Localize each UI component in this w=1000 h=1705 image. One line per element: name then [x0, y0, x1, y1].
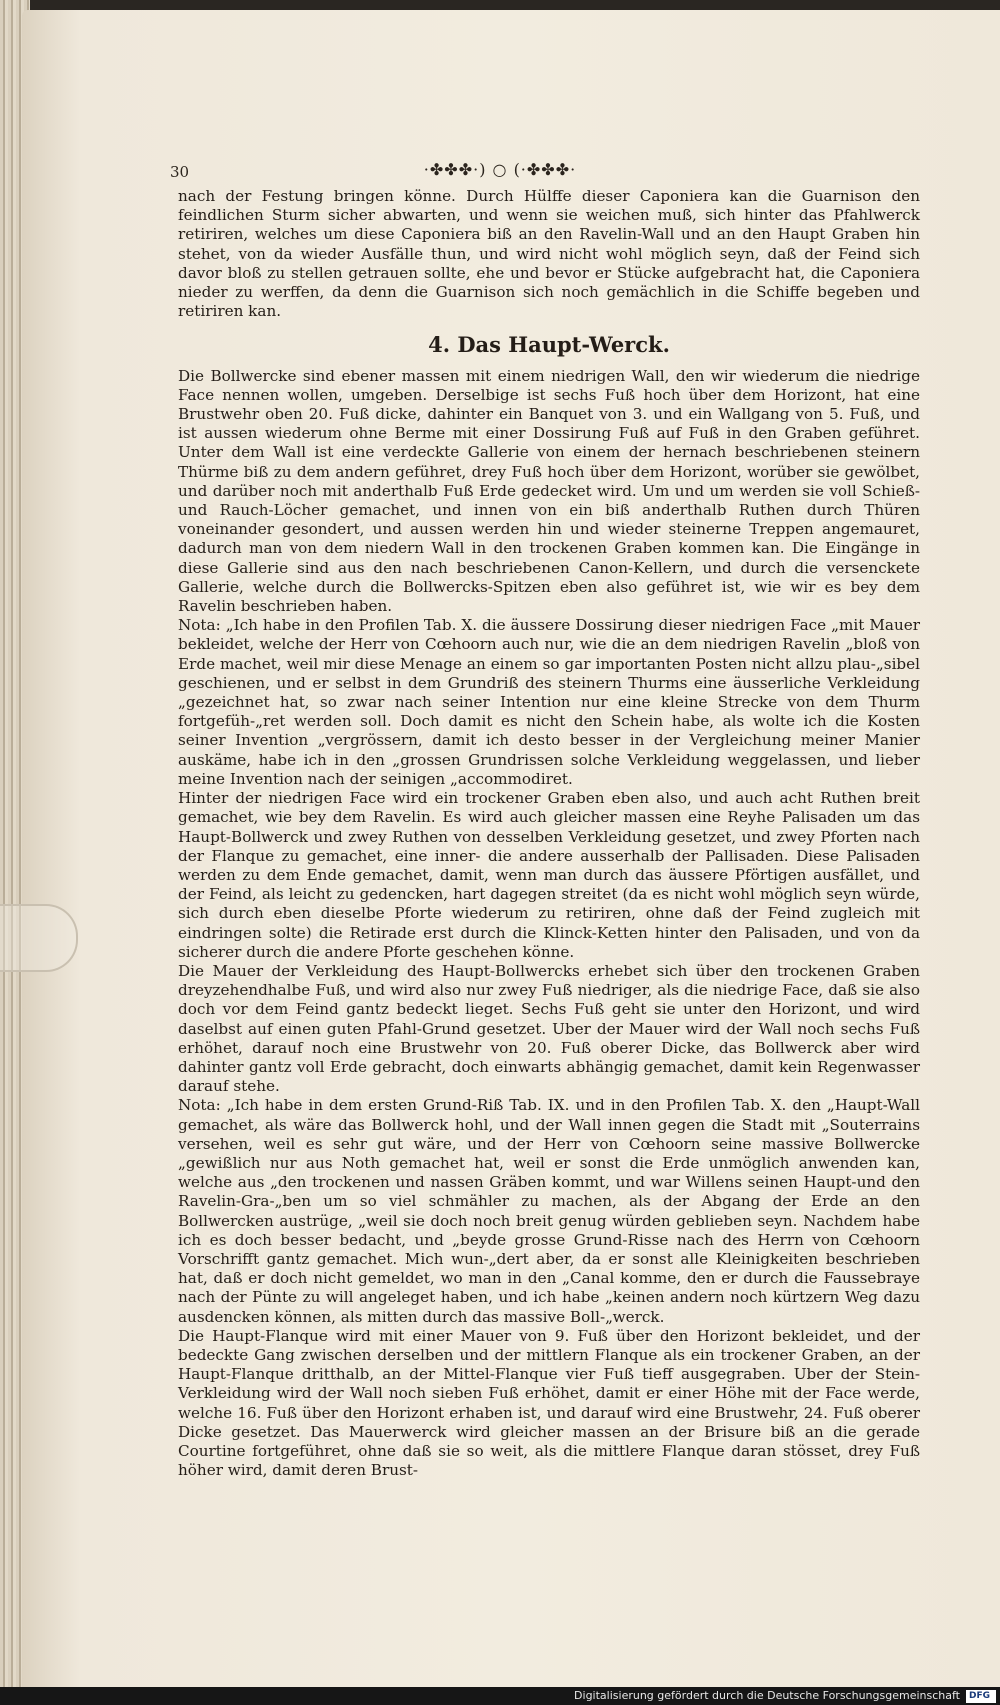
footer-text: Digitalisierung gefördert durch die Deutsche Forschungsgemeinschaft [574, 1689, 960, 1702]
nota-paragraph: Nota: „Ich habe in dem ersten Grund-Riß Tab. IX. und in den Profilen Tab. X. den „Haupt-Wall gemachet, als wäre das Bollwerck hohl, und der Wall innen gegen die Stadt mit „Souterrains versehen, weil es sehr gut wäre, und der Herr von Cœhoorn seine massive Bollwercke „gewißlich nur aus Noth gemachet hat, weil er sonst die Erde unmöglich anwenden kan, welche aus „den trockenen und nassen Gräben kommt, und war Willens seinen Haupt-und den Ravelin-Gra-„ben um so viel schmähler zu machen, als der Abgang der Erde an den Bollwercken austrüge, „weil sie doch noch breit genug würden geblieben seyn. Nachdem habe ich es doch besser bedacht, und „beyde grosse Grund-Risse nach des Herrn von Cœhoorn Vorschrifft gantz gemachet. Mich wun-„dert aber, da er sonst alle Kleinigkeiten beschrieben hat, daß er doch nicht gemeldet, wo man in den „Canal komme, den er durch die Faussebraye nach der Pünte zu will angeleget haben, und ich habe „keinen andern noch kürtzern Weg dazu ausdencken können, als mitten durch das massive Boll-„werck. [178, 1096, 920, 1326]
body-paragraph: Die Bollwercke sind ebener massen mit einem niedrigen Wall, den wir wiederum die niedrige Face nennen wollen, umgeben. Derselbige ist sechs Fuß hoch über dem Horizont, hat eine Brustwehr oben 20. Fuß dicke, dahinter ein Banquet von 3. und ein Wallgang von 5. Fuß, und ist aussen wiederum ohne Berme mit einer Dossirung Fuß auf Fuß in den Graben geführet. Unter dem Wall ist eine verdeckte Gallerie von einem der hernach beschriebenen steinern Thürme biß zu dem andern geführet, drey Fuß hoch über dem Horizont, worüber sie gewölbet, und darüber noch mit anderthalb Fuß Erde gedecket wird. Um und um werden sie voll Schieß-und Rauch-Löcher gemachet, und innen von ein biß anderthalb Ruthen durch Thüren voneinander gesondert, und aussen werden hin und wieder steinerne Treppen angemauret, dadurch man von dem niedern Wall in den trockenen Graben kommen kan. Die Eingänge in diese Gallerie sind aus den nach beschriebenen Canon-Kellern, und durch die versenckete Gallerie, welche durch die Bollwercks-Spitzen eben also geführet ist, wie wir es bey dem Ravelin beschrieben haben. [178, 366, 920, 616]
section-heading: 4. Das Haupt-Werck. [428, 332, 670, 358]
dfg-logo: DFG [966, 1690, 996, 1703]
digitization-footer [0, 1687, 1000, 1705]
body-paragraph: Die Mauer der Verkleidung des Haupt-Bollwercks erhebet sich über den trockenen Graben dreyzehendhalbe Fuß, und wird also nur zwey Fuß niedriger, als die niedrige Face, daß sie also doch vor dem Feind gantz bedeckt lieget. Sechs Fuß geht sie unter den Horizont, und wird daselbst auf einen guten Pfahl-Grund gesetzet. Uber der Mauer wird der Wall noch sechs Fuß erhöhet, darauf noch eine Brustwehr von 20. Fuß oberer Dicke, das Bollwerck aber wird dahinter gantz voll Erde gebracht, doch einwarts abhängig gemachet, damit kein Regenwasser darauf stehe. [178, 961, 920, 1096]
body-paragraph: Hinter der niedrigen Face wird ein trockener Graben eben also, und auch acht Ruthen breit gemachet, wie bey dem Ravelin. Es wird auch gleicher massen eine Reyhe Palisaden um das Haupt-Bollwerck und zwey Ruthen von desselben Verkleidung gesetzet, und zwey Pforten nach der Flanque zu gemachet, eine inner- die andere ausserhalb der Pallisaden. Diese Palisaden werden zu dem Ende gemachet, damit, wenn man durch das äussere Pförtigen ausfället, und der Feind, als leicht zu gedencken, hart dagegen streitet (da es nicht wohl möglich seyn würde, sich durch eben dieselbe Pforte wiederum zu retiriren, ohne daß der Feind zugleich mit eindringen solte) die Retirade erst durch die Klinck-Ketten hinter den Palisaden, und von da sicherer durch die andere Pforte geschehen könne. [178, 789, 920, 961]
body-paragraph: Die Haupt-Flanque wird mit einer Mauer von 9. Fuß über den Horizont bekleidet, und der bedeckte Gang zwischen derselben und der mittlern Flanque als ein trockener Graben, an der Haupt-Flanque dritthalb, an der Mittel-Flanque vier Fuß tieff ausgegraben. Uber der Stein-Verkleidung wird der Wall noch sieben Fuß erhöhet, damit er einer Höhe mit der Face werde, welche 16. Fuß über den Horizont erhaben ist, und darauf wird eine Brustwehr, 24. Fuß oberer Dicke gesetzet. Das Mauerwerck wird gleicher massen an der Brisure biß an die gerade Courtine fortgeführet, ohne daß sie so weit, als die mittlere Flanque daran stösset, drey Fuß höher wird, damit deren Brust- [178, 1326, 920, 1480]
page-tab-marker [0, 904, 78, 972]
page-number: 30 [170, 163, 190, 181]
paragraph-continuation: nach der Festung bringen könne. Durch Hülffe dieser Caponiera kan die Guarnison den feindlichen Sturm sicher abwarten, und wenn sie weichen muß, sich hinter das Pfahlwerck retiriren, welches um diese Caponiera biß an den Ravelin-Wall und an den Haupt Graben hin stehet, von da wieder Ausfälle thun, und wird nicht wohl möglich seyn, daß der Feind sich davor bloß zu stellen getrauen sollte, ehe und bevor er Stücke aufgebracht hat, die Caponiera nieder zu werffen, da denn die Guarnison sich noch gemächlich in die Schiffe begeben und retiriren kan. [178, 187, 920, 321]
nota-paragraph: Nota: „Ich habe in den Profilen Tab. X. die äussere Dossirung dieser niedrigen Face „mit Mauer bekleidet, welche der Herr von Cœhoorn auch nur, wie die an dem niedrigen Ravelin „bloß von Erde machet, weil mir diese Menage an einem so gar importanten Posten nicht allzu plau-„sibel geschienen, und er selbst in dem Grundriß des steinern Thurms eine äusserliche Verkleidung „gezeichnet hat, so zwar nach seiner Intention nur eine kleine Strecke von dem Thurm fortgefüh-„ret werden soll. Doch damit es nicht den Schein habe, als wolte ich die Kosten seiner Invention „vergrössern, damit ich desto besser in der Vergleichung meiner Manier auskäme, habe ich in den „grossen Grundrissen solche Verkleidung weggelassen, und lieber meine Invention nach der seinigen „accommodiret. [178, 616, 920, 788]
header-ornament: ·✤✤✤·) ○ (·✤✤✤· [423, 160, 577, 179]
page-text [178, 187, 920, 1480]
